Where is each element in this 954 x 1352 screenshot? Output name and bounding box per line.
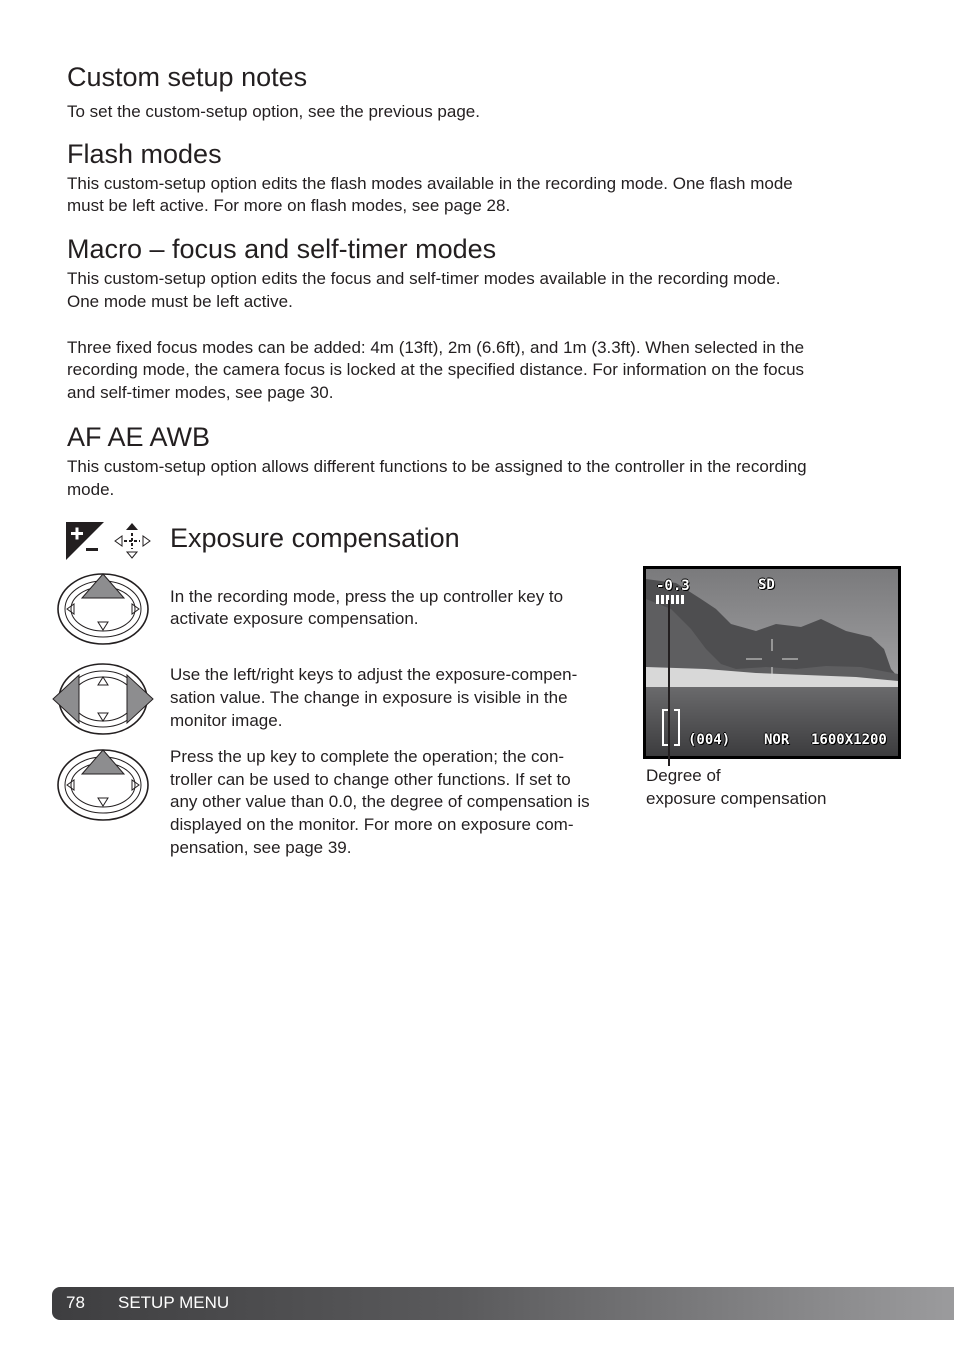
resolution-indicator: 1600X1200 <box>811 732 887 748</box>
controller-up-pressed-icon <box>56 748 150 822</box>
macro-p2-line-3: and self-timer modes, see page 30. <box>67 383 334 402</box>
four-way-controller-icon <box>113 522 153 560</box>
step-3-line-3: any other value than 0.0, the degree of compensation is <box>170 792 590 811</box>
quality-indicator: NOR <box>764 732 790 748</box>
macro-p2-line-2: recording mode, the camera focus is locked at the specified distance. For information on the focus <box>67 360 805 379</box>
callout-line <box>668 600 670 766</box>
monitor-caption-line-2: exposure compensation <box>646 789 827 808</box>
macro-heading: Macro – focus and self-timer modes <box>67 234 497 264</box>
exposure-compensation-heading: Exposure compensation <box>170 523 460 553</box>
flash-modes-line-2: must be left active. For more on flash modes, see page 28. <box>67 196 511 215</box>
macro-p1-line-2: One mode must be left active. <box>67 292 293 311</box>
af-ae-awb-line-1: This custom-setup option allows different functions to be assigned to the controller in the recording <box>67 457 807 476</box>
page-number: 78 <box>66 1293 85 1312</box>
step-2-line-3: monitor image. <box>170 711 283 730</box>
af-ae-awb-line-2: mode. <box>67 480 115 499</box>
footer-bar <box>52 1287 954 1320</box>
card-indicator: SD <box>758 577 775 593</box>
macro-p2-line-1: Three fixed focus modes can be added: 4m (13ft), 2m (6.6ft), and 1m (3.3ft). When selected in the <box>67 338 805 357</box>
flash-modes-heading: Flash modes <box>67 139 222 169</box>
ev-value-readout: -0.3 <box>656 578 690 594</box>
landscape-photo <box>646 569 898 756</box>
macro-p1-line-1: This custom-setup option edits the focus and self-timer modes available in the recording mode. <box>67 269 781 288</box>
plus-minus-exposure-icon <box>66 522 104 560</box>
step-1-line-1: In the recording mode, press the up controller key to <box>170 587 564 606</box>
step-3-line-1: Press the up key to complete the operation; the con- <box>170 747 565 766</box>
footer-section-label: SETUP MENU <box>118 1293 230 1312</box>
controller-left-right-pressed-icon <box>52 662 154 736</box>
custom-setup-body: To set the custom-setup option, see the previous page. <box>67 102 480 121</box>
step-2-line-1: Use the left/right keys to adjust the exposure-compen- <box>170 665 578 684</box>
step-2-line-2: sation value. The change in exposure is visible in the <box>170 688 568 707</box>
camera-monitor-image <box>643 566 901 759</box>
step-3-line-5: pensation, see page 39. <box>170 838 352 857</box>
custom-setup-heading: Custom setup notes <box>67 62 308 92</box>
af-ae-awb-heading: AF AE AWB <box>67 422 211 452</box>
step-3-line-4: displayed on the monitor. For more on exposure com- <box>170 815 574 834</box>
flash-modes-line-1: This custom-setup option edits the flash modes available in the recording mode. One flash mode <box>67 174 793 193</box>
frame-counter: (004) <box>688 732 731 748</box>
step-1-line-2: activate exposure compensation. <box>170 609 419 628</box>
step-3-line-2: troller can be used to change other functions. If set to <box>170 770 571 789</box>
controller-up-pressed-icon <box>56 572 150 646</box>
monitor-caption-line-1: Degree of <box>646 766 721 785</box>
